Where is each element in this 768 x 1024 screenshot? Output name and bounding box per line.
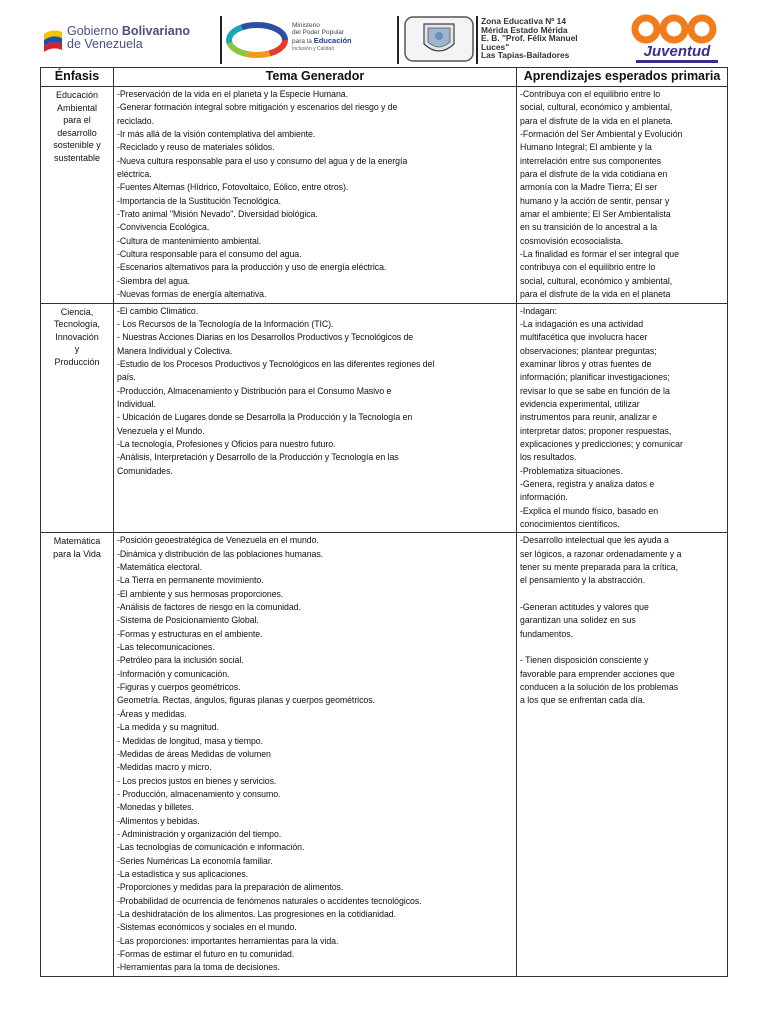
text-line: -Generar formación integral sobre mitigación y escenarios del riesgo y de bbox=[117, 102, 398, 113]
text-line: favorable para emprender acciones que bbox=[520, 668, 675, 679]
text-line: -Dinámica y distribución de las poblaciones humanas. bbox=[117, 548, 324, 559]
text-line: -Genera, registra y analiza datos e bbox=[520, 478, 655, 489]
text-line: -Petróleo para la inclusión social. bbox=[117, 655, 244, 666]
school-line: Luces" bbox=[481, 41, 510, 52]
text-line: -Análisis, Interpretación y Desarrollo de la Producción y Tecnología en las bbox=[117, 452, 399, 463]
ministry-line3b: Educación bbox=[313, 35, 352, 45]
text-line: -Las tecnologías de comunicación e información. bbox=[117, 842, 305, 853]
school-info bbox=[481, 17, 578, 60]
text-line: conocimientos científicos. bbox=[520, 519, 620, 529]
text-line: -Trato animal "Misión Nevado". Diversidad biológica. bbox=[117, 209, 318, 220]
enfasis-line: Innovación bbox=[55, 331, 99, 342]
text-line: -La indagación es una actividad bbox=[520, 318, 644, 329]
text-line: -Figuras y cuerpos geométricos. bbox=[117, 682, 241, 693]
text-line: - Administración y organización del tiempo. bbox=[117, 828, 282, 839]
table-header-row bbox=[41, 68, 728, 87]
text-line: -La estadística y sus aplicaciones. bbox=[117, 868, 249, 879]
ministerio-ring-icon bbox=[226, 22, 288, 58]
enfasis-line: Ciencia, bbox=[60, 306, 94, 317]
text-line: -Problematiza situaciones. bbox=[520, 465, 623, 476]
text-line: - Los precios justos en bienes y servicios. bbox=[117, 775, 277, 786]
juventud-logo bbox=[624, 14, 730, 68]
enfasis-line: Ambiental bbox=[56, 102, 98, 113]
text-line: Comunidades. bbox=[117, 465, 173, 476]
header-divider bbox=[476, 16, 478, 64]
enfasis-cell bbox=[41, 87, 114, 304]
venezuela-flag-icon bbox=[42, 28, 64, 52]
text-line: fundamentos. bbox=[520, 628, 574, 639]
text-line: interrelación entre sus componentes bbox=[520, 155, 662, 166]
text-line: -Formas y estructuras en el ambiente. bbox=[117, 628, 263, 639]
tema-generador-cell bbox=[114, 303, 517, 533]
text-line: -Series Numéricas La economía familiar. bbox=[117, 855, 273, 866]
text-line: -Las telecomunicaciones. bbox=[117, 642, 215, 653]
text-line: -Explica el mundo físico, basado en bbox=[520, 505, 659, 516]
enfasis-line: y bbox=[74, 344, 80, 354]
text-line: -Monedas y billetes. bbox=[117, 802, 194, 813]
text-line: -Medidas de áreas Medidas de volumen bbox=[117, 748, 271, 759]
school-line: Mérida Estado Mérida bbox=[481, 24, 568, 35]
text-line: -Posición geoestratégica de Venezuela en el mundo. bbox=[117, 535, 319, 546]
header-tema-generador: Tema Generador bbox=[114, 68, 517, 87]
aprendizajes-cell bbox=[517, 87, 728, 304]
enfasis-line: Educación bbox=[55, 90, 99, 100]
ministerio-text bbox=[292, 22, 352, 54]
text-line: - Tienen disposición consciente y bbox=[520, 655, 649, 666]
text-line: -Cultura de mantenimiento ambiental. bbox=[117, 235, 262, 246]
text-line: social, cultural, económico y ambiental, bbox=[520, 275, 673, 286]
text-line: -Contribuya con el equilibrio entre lo bbox=[520, 89, 661, 99]
text-line: para el disfrute de la vida cotidiana en bbox=[520, 169, 668, 180]
text-line: amar el ambiente; El Ser Ambientalista bbox=[520, 209, 671, 220]
gobierno-bolivariano-logo bbox=[42, 24, 218, 56]
text-line: Manera Individual y Colectiva. bbox=[117, 345, 233, 356]
text-line: -Alimentos y bebidas. bbox=[117, 815, 200, 826]
text-line: -Importancia de la Sustitución Tecnológica. bbox=[117, 195, 282, 206]
text-line: -Ir más allá de la visión contemplativa del ambiente. bbox=[117, 129, 316, 140]
school-line: E. B. "Prof. Félix Manuel bbox=[481, 33, 578, 44]
gov-line2: de Venezuela bbox=[67, 37, 143, 51]
text-line: -Matemática electoral. bbox=[117, 562, 202, 573]
text-line: tener su mente preparada para la crítica, bbox=[520, 562, 679, 573]
enfasis-line: sustentable bbox=[53, 152, 101, 163]
ministry-line2: del Poder Popular bbox=[292, 29, 345, 37]
text-line: -Medidas macro y micro. bbox=[117, 762, 212, 773]
text-line: información; planificar investigaciones; bbox=[520, 372, 670, 383]
enfasis-line: para la Vida bbox=[53, 548, 101, 559]
text-line: armonía con la Madre Tierra; El ser bbox=[520, 182, 658, 193]
text-line: revisar lo que se sabe en función de la bbox=[520, 385, 670, 396]
aprendizajes-cell bbox=[517, 303, 728, 533]
text-line: a los que se enfrentan cada día. bbox=[520, 695, 646, 706]
enfasis-line: Producción bbox=[54, 356, 100, 367]
text-line: Humano Integral; El ambiente y la bbox=[520, 142, 652, 153]
header-enfasis: Énfasis bbox=[41, 68, 114, 87]
gov-line1b: Bolivariano bbox=[121, 24, 190, 38]
tema-generador-cell bbox=[114, 533, 517, 976]
enfasis-cell bbox=[41, 303, 114, 533]
school-line: Zona Educativa Nº 14 bbox=[481, 16, 566, 26]
text-line: país. bbox=[117, 372, 136, 383]
school-shield-icon bbox=[404, 16, 474, 62]
text-line: -Información y comunicación. bbox=[117, 668, 230, 679]
ministry-line1: Ministerio bbox=[292, 22, 320, 29]
text-line: -Sistema de Posicionamiento Global. bbox=[117, 615, 259, 626]
text-line: -El cambio Climático. bbox=[117, 305, 199, 316]
text-line: -La tecnología, Profesiones y Oficios para nuestro futuro. bbox=[117, 438, 336, 449]
text-line: -Formación del Ser Ambiental y Evolución bbox=[520, 129, 683, 140]
text-line: Individual. bbox=[117, 398, 156, 409]
text-line: -Nuevas formas de energía alternativa. bbox=[117, 289, 267, 300]
text-line: - Nuestras Acciones Diarias en los Desarrollos Productivos y Tecnológicos de bbox=[117, 332, 414, 343]
text-line: -Áreas y medidas. bbox=[117, 708, 187, 719]
enfasis-line: sostenible y bbox=[53, 140, 101, 150]
text-line: - Producción, almacenamiento y consumo. bbox=[117, 788, 281, 799]
text-line: para el disfrute de la vida en el planeta. bbox=[520, 115, 673, 126]
ministerio-logo bbox=[226, 20, 426, 60]
text-line: -La deshidratación de los alimentos. Las progresiones en la cotidianidad. bbox=[117, 908, 396, 919]
text-line: -La Tierra en permanente movimiento. bbox=[117, 575, 264, 586]
text-line: -Indagan: bbox=[520, 305, 557, 316]
enfasis-line: Tecnología, bbox=[53, 319, 101, 329]
text-line: los resultados. bbox=[520, 452, 577, 463]
text-line: -Estudio de los Procesos Productivos y Tecnológicos en las diferentes regiones del bbox=[117, 358, 435, 369]
text-line: conducen a la solución de los problemas bbox=[520, 682, 679, 693]
text-line: -La medida y su magnitud. bbox=[117, 722, 219, 733]
text-line: -Proporciones y medidas para la preparación de alimentos. bbox=[117, 882, 344, 893]
text-line: eléctrica. bbox=[117, 169, 152, 180]
text-line: interpretar datos; proponer respuestas, bbox=[520, 425, 672, 436]
text-line bbox=[520, 641, 724, 654]
text-line: -La finalidad es formar el ser integral que bbox=[520, 249, 680, 260]
header-divider bbox=[397, 16, 399, 64]
text-line: el pensamiento y la abstracción. bbox=[520, 575, 645, 586]
text-line: Geometría. Rectas, ángulos, figuras planas y cuerpos geométricos. bbox=[117, 695, 375, 706]
text-line: ser lógicos, a razonar ordenadamente y a bbox=[520, 548, 682, 559]
text-line: -Generan actitudes y valores que bbox=[520, 602, 649, 613]
gov-line1a: Gobierno bbox=[67, 24, 122, 38]
text-line: reciclado. bbox=[117, 115, 154, 126]
text-line: información. bbox=[520, 492, 568, 503]
planning-table bbox=[40, 67, 728, 977]
enfasis-line: Matemática bbox=[53, 536, 101, 547]
text-line: evidencia experimental, utilizar bbox=[520, 398, 640, 409]
text-line: contribuya con el equilibrio entre lo bbox=[520, 262, 656, 273]
text-line: en su transición de lo ancestral a la bbox=[520, 222, 658, 233]
tema-generador-cell bbox=[114, 87, 517, 304]
enfasis-cell bbox=[41, 533, 114, 976]
table-row bbox=[41, 303, 728, 533]
text-line: -El ambiente y sus hermosas proporciones. bbox=[117, 588, 284, 599]
aprendizajes-cell bbox=[517, 533, 728, 976]
text-line: multifacética que involucra hacer bbox=[520, 332, 648, 343]
table-row bbox=[41, 87, 728, 304]
ministry-line3a: para la bbox=[292, 37, 314, 45]
text-line: - Ubicación de Lugares donde se Desarrolla la Producción y la Tecnología en bbox=[117, 412, 413, 423]
ministry-sub: Inclusión y Calidad bbox=[292, 46, 334, 53]
text-line: para el disfrute de la vida en el planeta bbox=[520, 289, 671, 300]
document-header bbox=[40, 14, 730, 66]
gobierno-text bbox=[67, 25, 190, 51]
text-line: -Siembra del agua. bbox=[117, 275, 191, 286]
enfasis-line: para el bbox=[63, 115, 91, 125]
text-line: explicaciones y predicciones; y comunicar bbox=[520, 438, 683, 449]
text-line: instrumentos para reunir, analizar e bbox=[520, 412, 658, 423]
text-line: -Formas de estimar el futuro en tu comunidad. bbox=[117, 949, 295, 959]
juventud-word: Juventud bbox=[643, 43, 711, 60]
text-line: cosmovisión ecosocialista. bbox=[520, 235, 624, 246]
text-line: -Nueva cultura responsable para el uso y consumo del agua y de la energía bbox=[117, 155, 408, 166]
text-line bbox=[520, 588, 724, 601]
text-line: garantizan una solidez en sus bbox=[520, 615, 636, 626]
enfasis-line: desarrollo bbox=[57, 127, 97, 138]
text-line: -Sistemas económicos y sociales en el mundo. bbox=[117, 922, 297, 933]
text-line: -Fuentes Alternas (Hídrico, Fotovoltaico, Eólico, entre otros). bbox=[117, 182, 349, 193]
text-line: Venezuela y el Mundo. bbox=[117, 425, 205, 436]
text-line: social, cultural, económico y ambiental, bbox=[520, 102, 673, 113]
text-line: observaciones; plantear preguntas; bbox=[520, 345, 657, 356]
text-line: - Los Recursos de la Tecnología de la Información (TIC). bbox=[117, 318, 334, 329]
table-row bbox=[41, 533, 728, 976]
text-line: -Producción, Almacenamiento y Distribución para el Consumo Masivo e bbox=[117, 385, 392, 396]
text-line: -Las proporciones: importantes herramientas para la vida. bbox=[117, 935, 339, 946]
text-line: -Desarrollo intelectual que les ayuda a bbox=[520, 535, 669, 546]
text-line: -Convivencia Ecológica. bbox=[117, 222, 210, 233]
text-line: -Reciclado y reuso de materiales sólidos. bbox=[117, 142, 275, 153]
text-line: -Análisis de factores de riesgo en la comunidad. bbox=[117, 602, 301, 613]
header-aprendizajes: Aprendizajes esperados primaria bbox=[517, 68, 728, 87]
text-line: humano y la acción de sentir, pensar y bbox=[520, 195, 670, 206]
text-line: - Medidas de longitud, masa y tiempo. bbox=[117, 735, 264, 746]
header-divider bbox=[220, 16, 222, 64]
text-line: -Probabilidad de ocurrencia de fenómenos naturales o accidentes tecnológicos. bbox=[117, 895, 422, 906]
text-line: -Escenarios alternativos para la producción y uso de energía eléctrica. bbox=[117, 262, 387, 273]
school-line: Las Tapias-Bailadores bbox=[481, 50, 570, 61]
text-line: -Herramientas para la toma de decisiones. bbox=[117, 962, 280, 973]
text-line: examinar libros y otras fuentes de bbox=[520, 358, 652, 369]
text-line: -Preservación de la vida en el planeta y la Especie Humana. bbox=[117, 89, 349, 99]
text-line: -Cultura responsable para el consumo del agua. bbox=[117, 249, 302, 260]
